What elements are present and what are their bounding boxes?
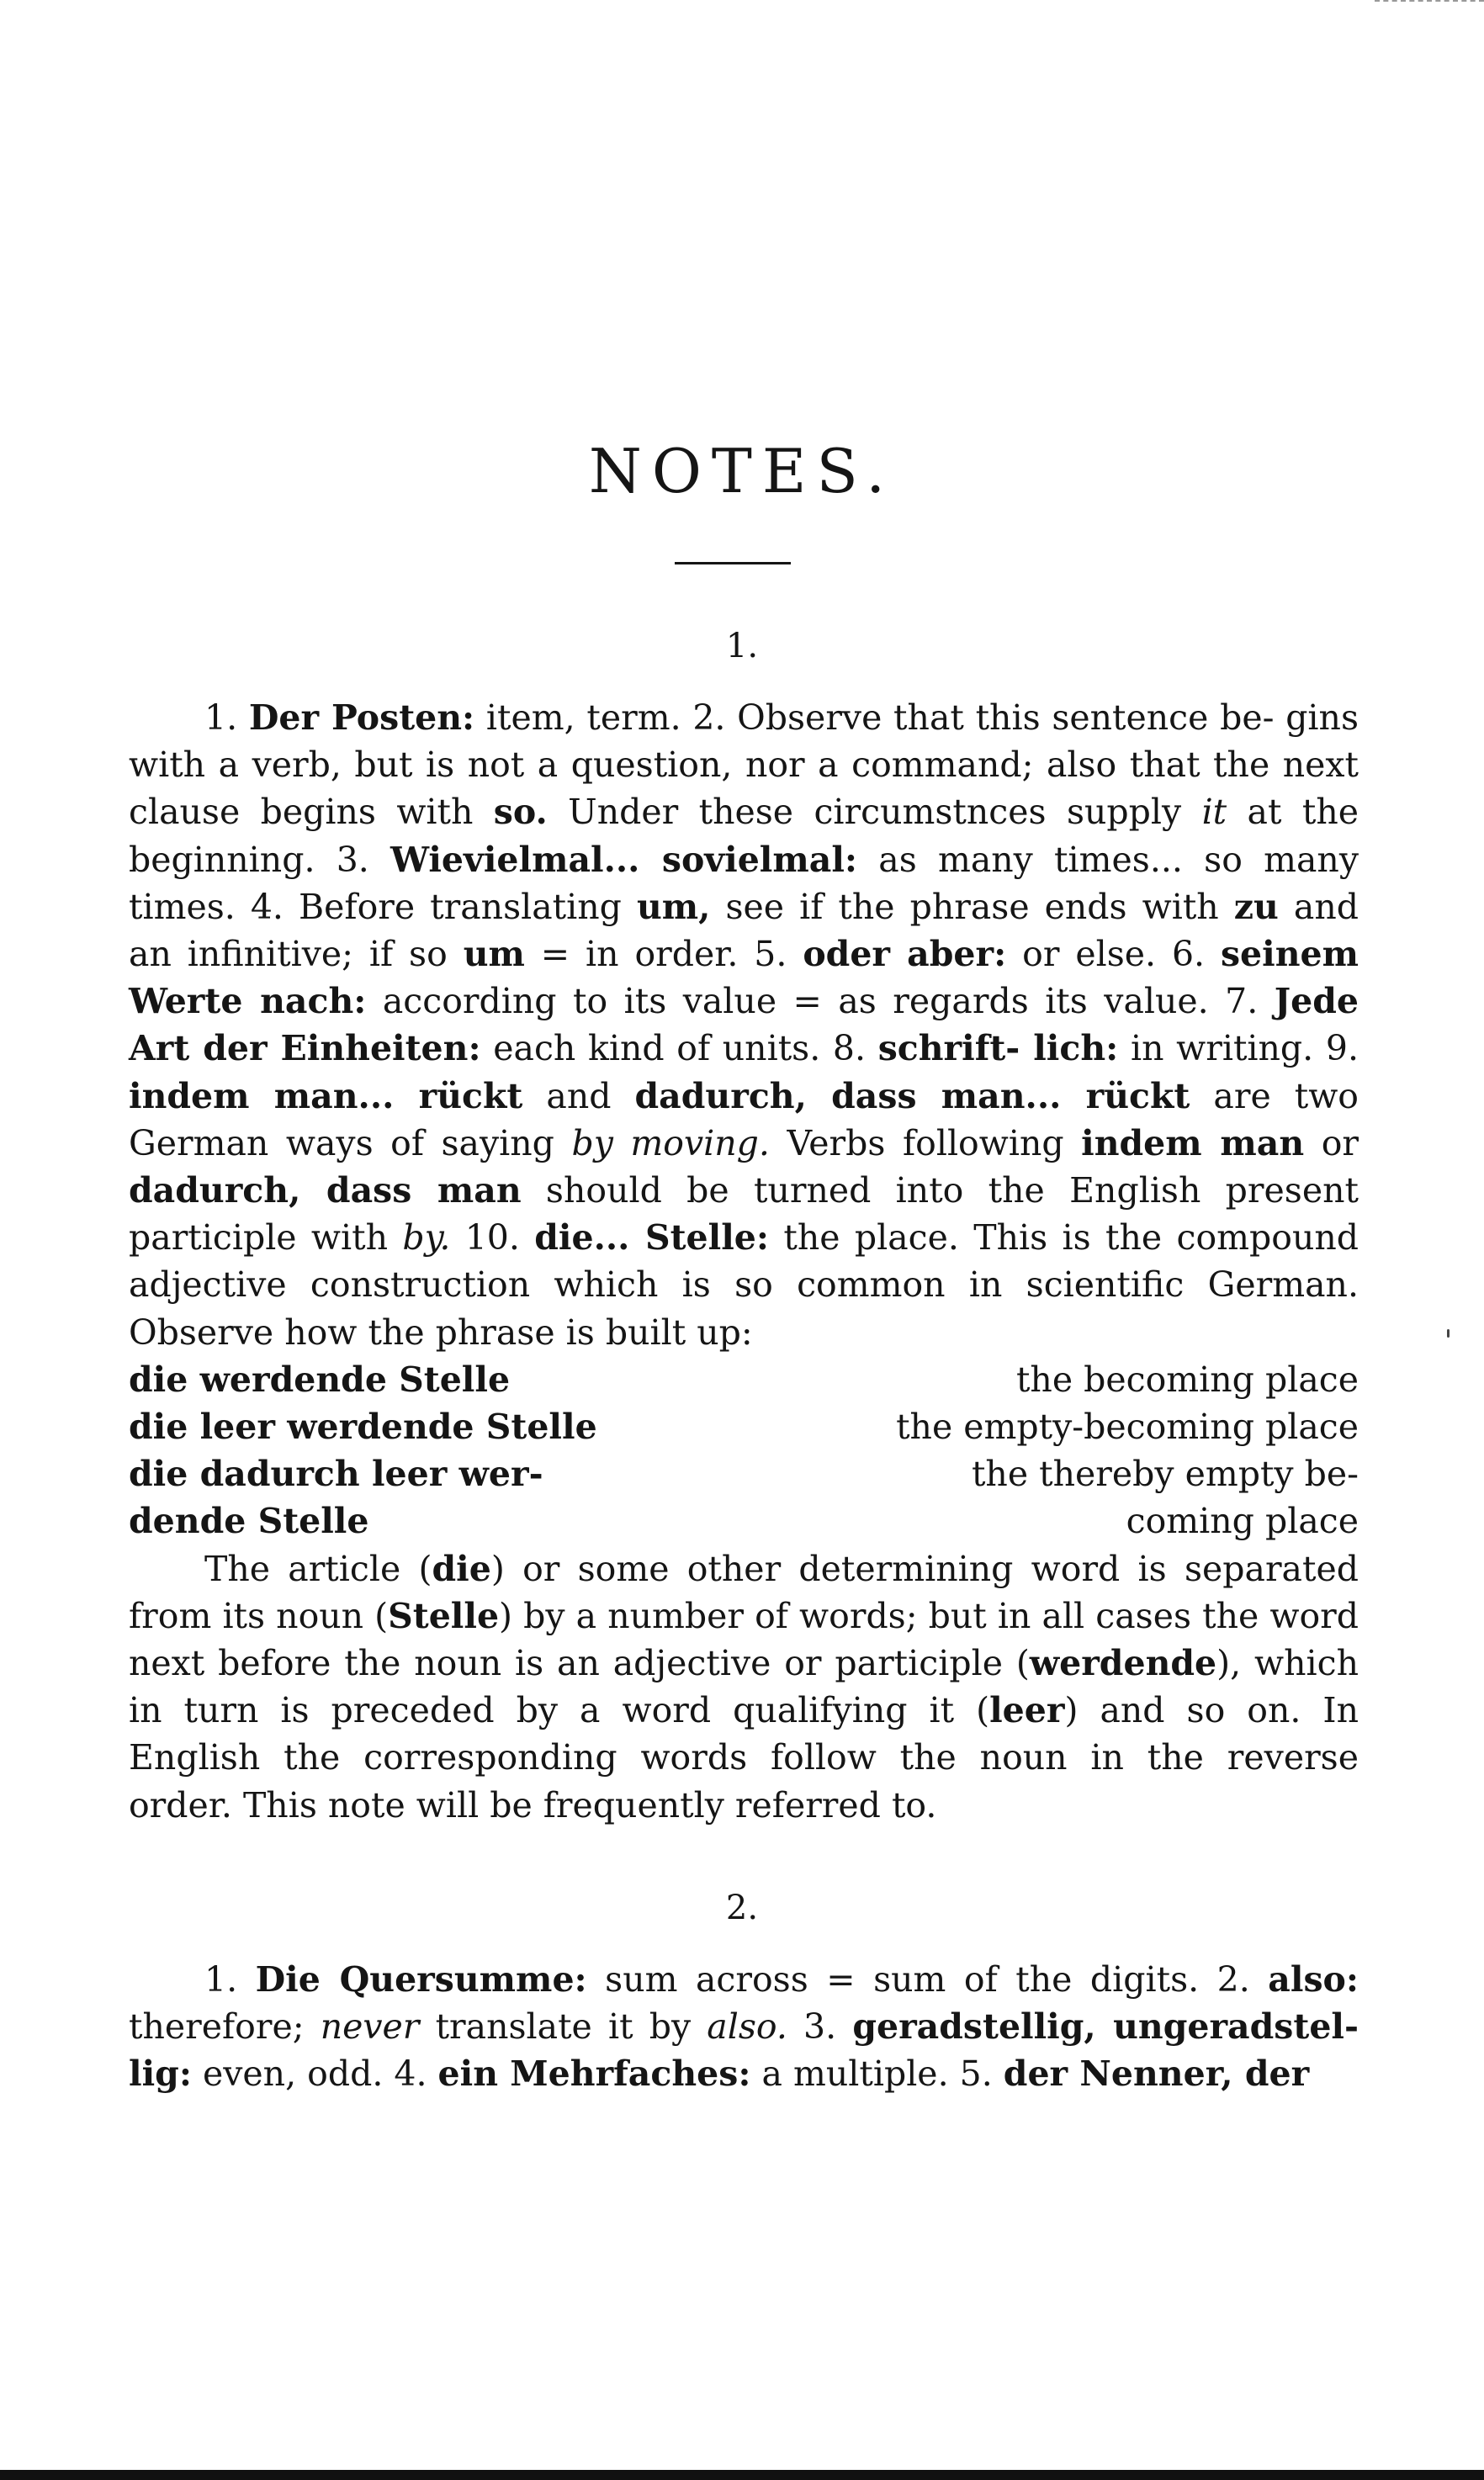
scan-speck: [1447, 1329, 1450, 1338]
section-number-2: 2.: [725, 1889, 759, 1927]
example-row: [129, 1356, 1359, 1403]
example-english: the thereby empty be-: [971, 1454, 1359, 1495]
section-2-notes: [129, 1956, 1359, 2098]
scan-edge-mark: [1375, 0, 1484, 3]
example-row: [129, 1450, 1359, 1497]
title-divider: [675, 562, 791, 564]
note-paragraph: 1. Der Posten: item, term. 2. Observe that this sentence be- gins with a verb, but is not a question, nor a command; also that the next clause begins with so. Under these circumstnces supply it at the beginning. 3. Wievielmal... sovielmal: as many times... so many times. 4. Before translating um, see if the phrase ends with zu and an infinitive; if so um = in order. 5. oder aber: or else. 6. seinem Werte nach: according to its value = as regards its value. 7. Jede Art der Einheiten: each kind of units. 8. schrift- lich: in writing. 9. indem man... rückt and dadurch, dass man... rückt are two German ways of saying by moving. Verbs following indem man or dadurch, dass man should be turned into the English present participle with by. 10. die... Stelle: the place. This is the compound adjective construction which is so common in scientific German. Observe how the phrase is built up:: [129, 697, 1359, 1353]
example-row: [129, 1403, 1359, 1450]
note-paragraph: The article (die) or some other determining word is separated from its noun (Stelle) by a number of words; but in all cases the word next before the noun is an adjective or participle (werdende), which in turn is preceded by a word qualifying it (leer) and so on. In English the corresponding words follow the noun in the reverse order. This note will be frequently referred to.: [129, 1548, 1359, 1826]
example-english: coming place: [1126, 1501, 1359, 1542]
example-german: die leer werdende Stelle: [129, 1407, 597, 1448]
page-title: NOTES.: [588, 436, 896, 506]
note-paragraph: 1. Die Quersumme: sum across = sum of the digits. 2. also: therefore; never translate it by also. 3. geradstellig, ungeradstel- lig: even, odd. 4. ein Mehrfaches: a multiple. 5. der Nenner, der: [129, 1959, 1359, 2095]
example-german: die dadurch leer wer-: [129, 1454, 543, 1495]
example-english: the becoming place: [1015, 1359, 1359, 1400]
example-english: the empty-becoming place: [896, 1407, 1359, 1448]
construction-examples: [129, 1356, 1359, 1545]
example-row: [129, 1497, 1359, 1545]
example-german: dende Stelle: [129, 1501, 369, 1542]
scan-bottom-edge: [0, 2470, 1484, 2480]
section-number-1: 1.: [725, 627, 759, 665]
example-german: die werdende Stelle: [129, 1359, 511, 1400]
section-1-notes: [129, 694, 1359, 1829]
